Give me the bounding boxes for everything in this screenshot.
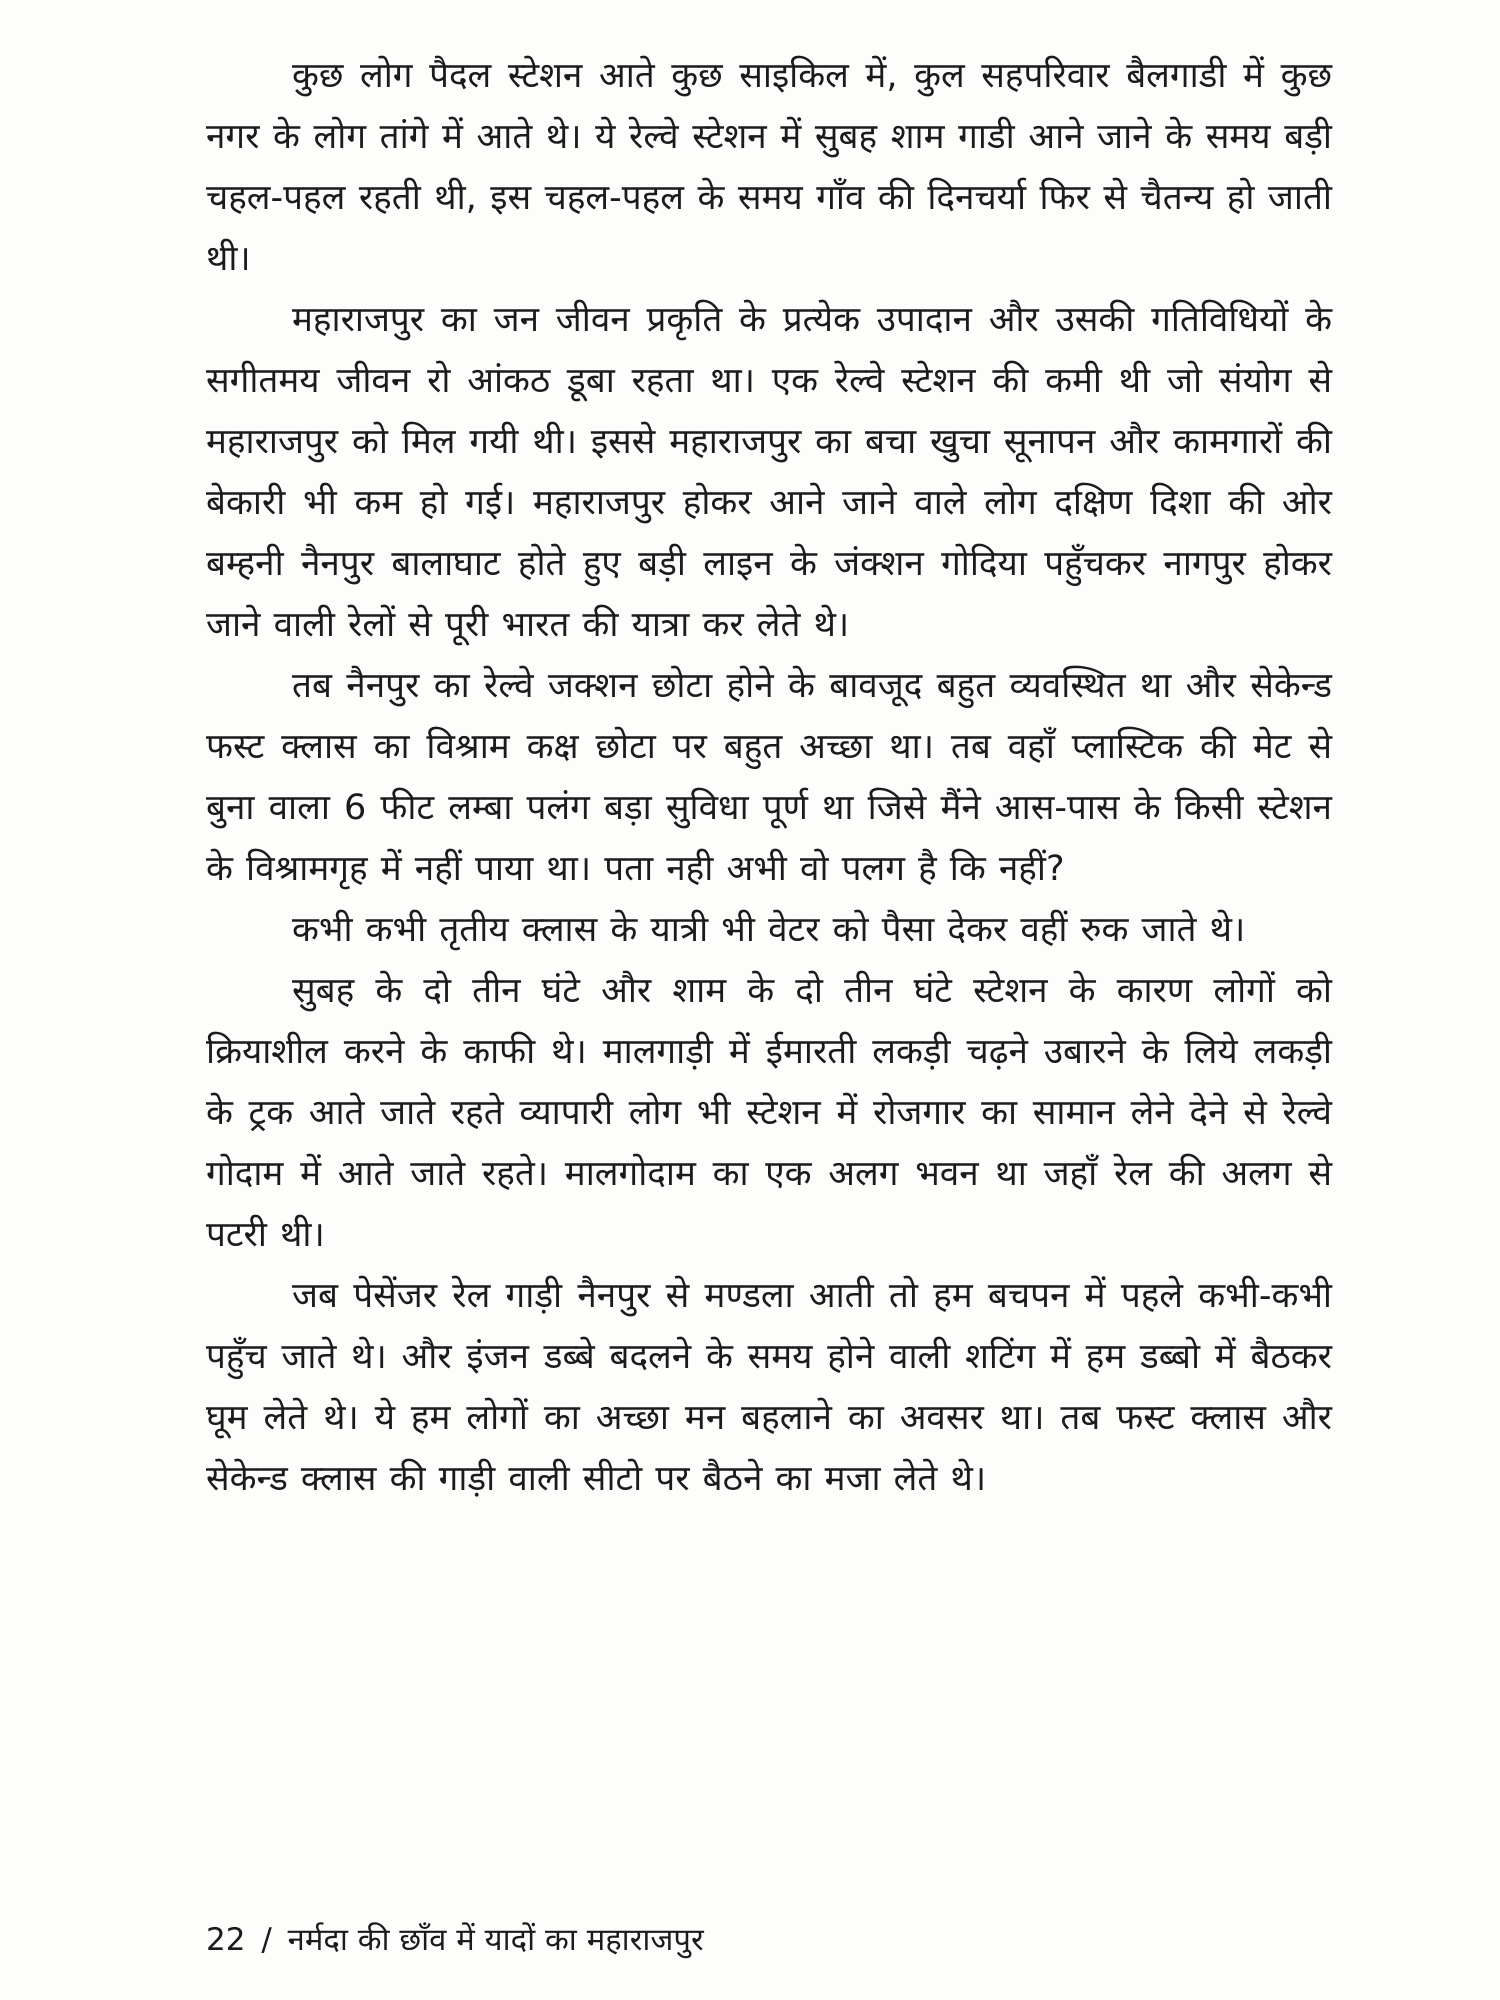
paragraph-3: तब नैनपुर का रेल्वे जक्शन छोटा होने के बावजूद बहुत व्यवस्थित था और सेकेन्ड फस्ट क्लास का विश्राम कक्ष छोटा पर बहुत अच्छा था। तब वहाँ प्लास्टिक की मेट से बुना वाला 6 फीट लम्बा पलंग बड़ा सुविधा पूर्ण था जिसे मैंने आस-पास के किसी स्टेशन के विश्रामगृह में नहीं पाया था। पता नही अभी वो पलग है कि नहीं? [206,666,1332,889]
paragraph-4: कभी कभी तृतीय क्लास के यात्री भी वेटर को पैसा देकर वहीं रुक जाते थे। [292,910,1246,950]
footer-separator: / [261,1922,272,1958]
paragraph-2: महाराजपुर का जन जीवन प्रकृति के प्रत्येक उपादान और उसकी गतिविधियों के सगीतमय जीवन रो आंकठ डूबा रहता था। एक रेल्वे स्टेशन की कमी थी जो संयोग से महाराजपुर को मिल गयी थी। इससे महाराजपुर का बचा खुचा सूनापन और कामगारों की बेकारी भी कम हो गई। महाराजपुर होकर आने जाने वाले लोग दक्षिण दिशा की ओर बम्हनी नैनपुर बालाघाट होते हुए बड़ी लाइन के जंक्शन गोदिया पहुँचकर नागपुर होकर जाने वाली रेलों से पूरी भारत की यात्रा कर लेते थे। [206,300,1332,645]
book-title: नर्मदा की छाँव में यादों का महाराजपुर [287,1922,704,1958]
paragraph-5: सुबह के दो तीन घंटे और शाम के दो तीन घंटे स्टेशन के कारण लोगों को क्रियाशील करने के काफी थे। मालगाड़ी में ईमारती लकड़ी चढ़ने उबारने के लिये लकड़ी के ट्रक आते जाते रहते व्यापारी लोग भी स्टेशन में रोजगार का सामान लेने देने से रेल्वे गोदाम में आते जाते रहते। मालगोदाम का एक अलग भवन था जहाँ रेल की अलग से पटरी थी। [206,971,1332,1255]
paragraph-1: कुछ लोग पैदल स्टेशन आते कुछ साइकिल में, कुल सहपरिवार बैलगाडी में कुछ नगर के लोग तांगे में आते थे। ये रेल्वे स्टेशन में सुबह शाम गाडी आने जाने के समय बड़ी चहल-पहल रहती थी, इस चहल-पहल के समय गाँव की दिनचर्या फिर से चैतन्य हो जाती थी। [206,56,1332,279]
page-footer [206,1920,710,1960]
body-text [206,46,1332,1510]
paragraph-6: जब पेसेंजर रेल गाड़ी नैनपुर से मण्डला आती तो हम बचपन में पहले कभी-कभी पहुँच जाते थे। और इंजन डब्बे बदलने के समय होने वाली शटिंग में हम डब्बो में बैठकर घूम लेते थे। ये हम लोगों का अच्छा मन बहलाने का अवसर था। तब फस्ट क्लास और सेकेन्ड क्लास की गाड़ी वाली सीटो पर बैठने का मजा लेते थे। [206,1276,1332,1499]
page-number: 22 [206,1922,246,1958]
